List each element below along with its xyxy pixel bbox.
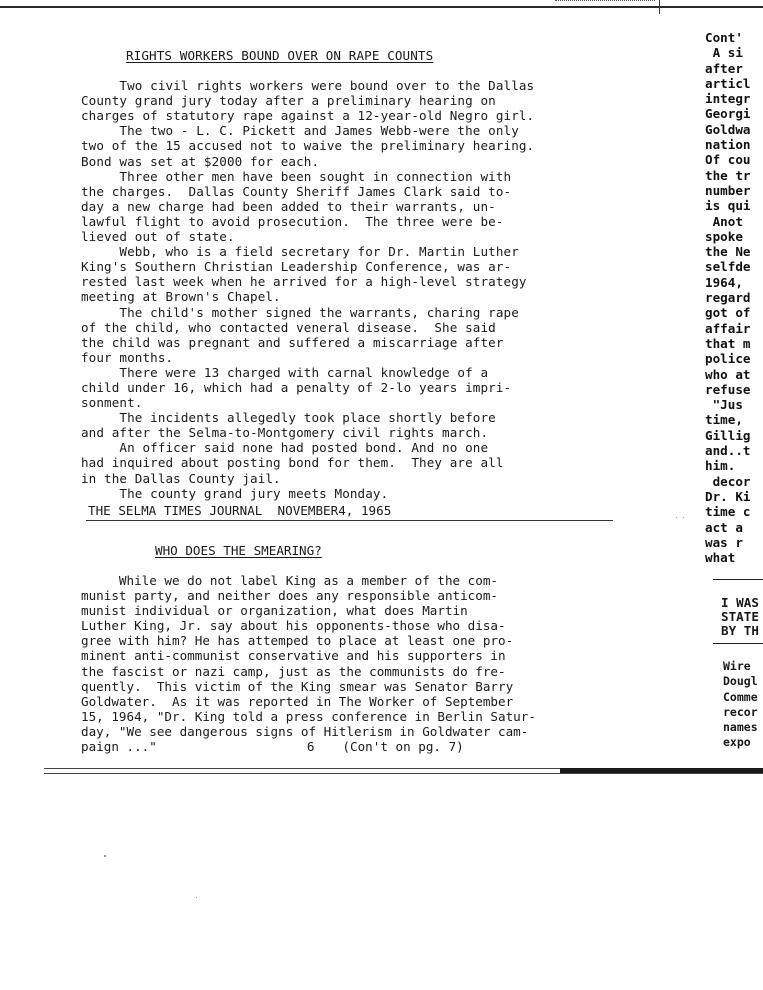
scan-speck [196, 897, 197, 898]
text-line: Cont' [705, 30, 743, 45]
text-line: spoke [705, 228, 743, 244]
text-line: 1964, [705, 274, 743, 290]
text-line: expo [723, 735, 751, 750]
text-line: Goldwa [705, 121, 751, 137]
text-line: day a new charge had been added to their warrants, un- [81, 198, 496, 214]
text-line: got of [705, 305, 751, 321]
page-number: 6 [306, 739, 315, 755]
text-line: BY TH [721, 623, 759, 638]
text-line: Anot [705, 213, 743, 229]
dateline-underline [86, 520, 613, 521]
text-line: gree with him? He has attemped to place at least one pro- [81, 633, 514, 649]
text-line: articl [705, 75, 751, 91]
text-line: that m [705, 335, 751, 351]
text-line: Gillig [705, 427, 751, 443]
text-line: A si [705, 45, 743, 61]
text-line: Goldwater. As it was reported in The Worker of September [81, 693, 514, 709]
text-line: refuse [705, 381, 751, 397]
continued-note: (Con't on pg. 7) [342, 739, 464, 755]
right-column-wire [723, 659, 758, 751]
article-rights-workers [81, 48, 621, 501]
text-line: and after the Selma-to-Montgomery civil rights march. [81, 425, 489, 441]
bottom-thick-rule [560, 768, 763, 773]
scan-speck [683, 517, 684, 518]
text-line: I WAS [721, 595, 759, 610]
text-line: four months. [81, 349, 174, 365]
text-line: Of cou [705, 152, 751, 168]
text-line: meeting at Brown's Chapel. [81, 289, 281, 305]
right-column-heading [721, 596, 759, 638]
text-line: two of the 15 accused not to waive the preliminary hearing. [81, 138, 535, 154]
text-line: quently. This victim of the King smear was Senator Barry [81, 678, 514, 694]
text-line: decor [705, 473, 751, 489]
text-line: lieved out of state. [81, 229, 235, 245]
top-rule [0, 6, 763, 8]
text-line: the fascist or nazi camp, just as the communists do fre- [81, 663, 506, 679]
text-line: charges of statutory rape against a 12-year-old Negro girl. [81, 108, 535, 124]
text-line: Comme [723, 689, 758, 704]
text-line: was r [705, 534, 743, 550]
article-headline: RIGHTS WORKERS BOUND OVER ON RAPE COUNTS [126, 48, 434, 63]
article-headline-smearing: WHO DOES THE SMEARING? [155, 543, 322, 558]
text-line: County grand jury today after a preliminary hearing on [81, 93, 496, 109]
text-line: munist party, and neither does any responsible anticom- [81, 588, 499, 604]
text-line: Webb, who is a field secretary for Dr. Martin Luther [81, 244, 519, 260]
text-line: the Ne [705, 244, 751, 260]
text-line: Bond was set at $2000 for each. [81, 153, 320, 169]
last-line-text: paign ..." [81, 739, 157, 755]
text-line: is qui [705, 198, 751, 214]
text-line: child under 16, which had a penalty of 2-lo years impri- [81, 379, 512, 395]
text-line: recor [723, 704, 758, 719]
text-line: him. [705, 458, 736, 474]
text-line: Dougl [723, 674, 758, 689]
article-body [81, 573, 621, 739]
right-column-rule [713, 579, 763, 580]
text-line: the tr [705, 167, 751, 183]
text-line: affair [705, 320, 751, 336]
text-line: in the Dallas County jail. [81, 470, 281, 486]
text-line: what [705, 550, 736, 566]
text-line: munist individual or organization, what does Martin [81, 603, 468, 619]
text-line: regard [705, 290, 751, 306]
text-line: STATE [721, 609, 759, 624]
text-line: Georgi [705, 106, 751, 122]
text-line: Two civil rights workers were bound over to the Dallas [81, 78, 535, 94]
text-line: The child's mother signed the warrants, charing rape [81, 304, 519, 320]
article-body [81, 78, 621, 501]
text-line: number [705, 182, 751, 198]
text-line: after [705, 60, 743, 76]
text-line: selfde [705, 259, 751, 275]
article-last-line [81, 739, 621, 754]
text-line: the charges. Dallas County Sheriff James Clark said to- [81, 183, 512, 199]
text-line: nation [705, 137, 751, 153]
text-line: An officer said none had posted bond. And no one [81, 440, 489, 456]
text-line: While we do not label King as a member of the com- [81, 573, 499, 588]
text-line: Dr. Ki [705, 488, 751, 504]
text-line: and..t [705, 443, 751, 459]
article-smearing [81, 573, 621, 754]
scan-speck [676, 517, 677, 518]
text-line: 15, 1964, "Dr. King told a press conference in Berlin Satur- [81, 708, 536, 724]
article-dateline: THE SELMA TIMES JOURNAL NOVEMBER4, 1965 [88, 503, 392, 518]
text-line: "Jus [705, 397, 743, 413]
text-line: lawful flight to avoid prosecution. The three were be- [81, 213, 504, 229]
text-line: Three other men have been sought in connection with [81, 168, 512, 184]
text-line: King's Southern Christian Leadership Conference, was ar- [81, 259, 512, 275]
text-line: minent anti-communist conservative and his supporters in [81, 648, 506, 664]
text-line: Wire [723, 659, 751, 673]
text-line: The two - L. C. Pickett and James Webb-were the only [81, 123, 519, 139]
text-line: time c [705, 504, 751, 520]
text-line: day, "We see dangerous signs of Hitlerism in Goldwater cam- [81, 723, 529, 739]
scan-speck [104, 855, 106, 857]
right-column-cut-text [705, 30, 763, 565]
text-line: integr [705, 91, 751, 107]
top-dotted-rule [555, 0, 655, 3]
text-line: time, [705, 412, 743, 428]
text-line: The incidents allegedly took place shortly before [81, 410, 496, 426]
text-line: Luther King, Jr. say about his opponents-those who disa- [81, 618, 506, 634]
text-line: of the child, who contacted veneral disease. She said [81, 319, 496, 335]
text-line: The county grand jury meets Monday. [81, 485, 389, 501]
text-line: had inquired about posting bond for them. They are all [81, 455, 504, 471]
column-divider-mark [659, 0, 660, 14]
text-line: names [723, 720, 758, 735]
right-column-rule [713, 643, 763, 644]
text-line: sonment. [81, 395, 143, 411]
text-line: the child was pregnant and suffered a miscarriage after [81, 334, 504, 350]
text-line: who at [705, 366, 751, 382]
text-line: police [705, 351, 751, 367]
text-line: rested last week when he arrived for a high-level strategy [81, 274, 527, 290]
text-line: act a [705, 519, 743, 535]
text-line: There were 13 charged with carnal knowledge of a [81, 364, 489, 380]
